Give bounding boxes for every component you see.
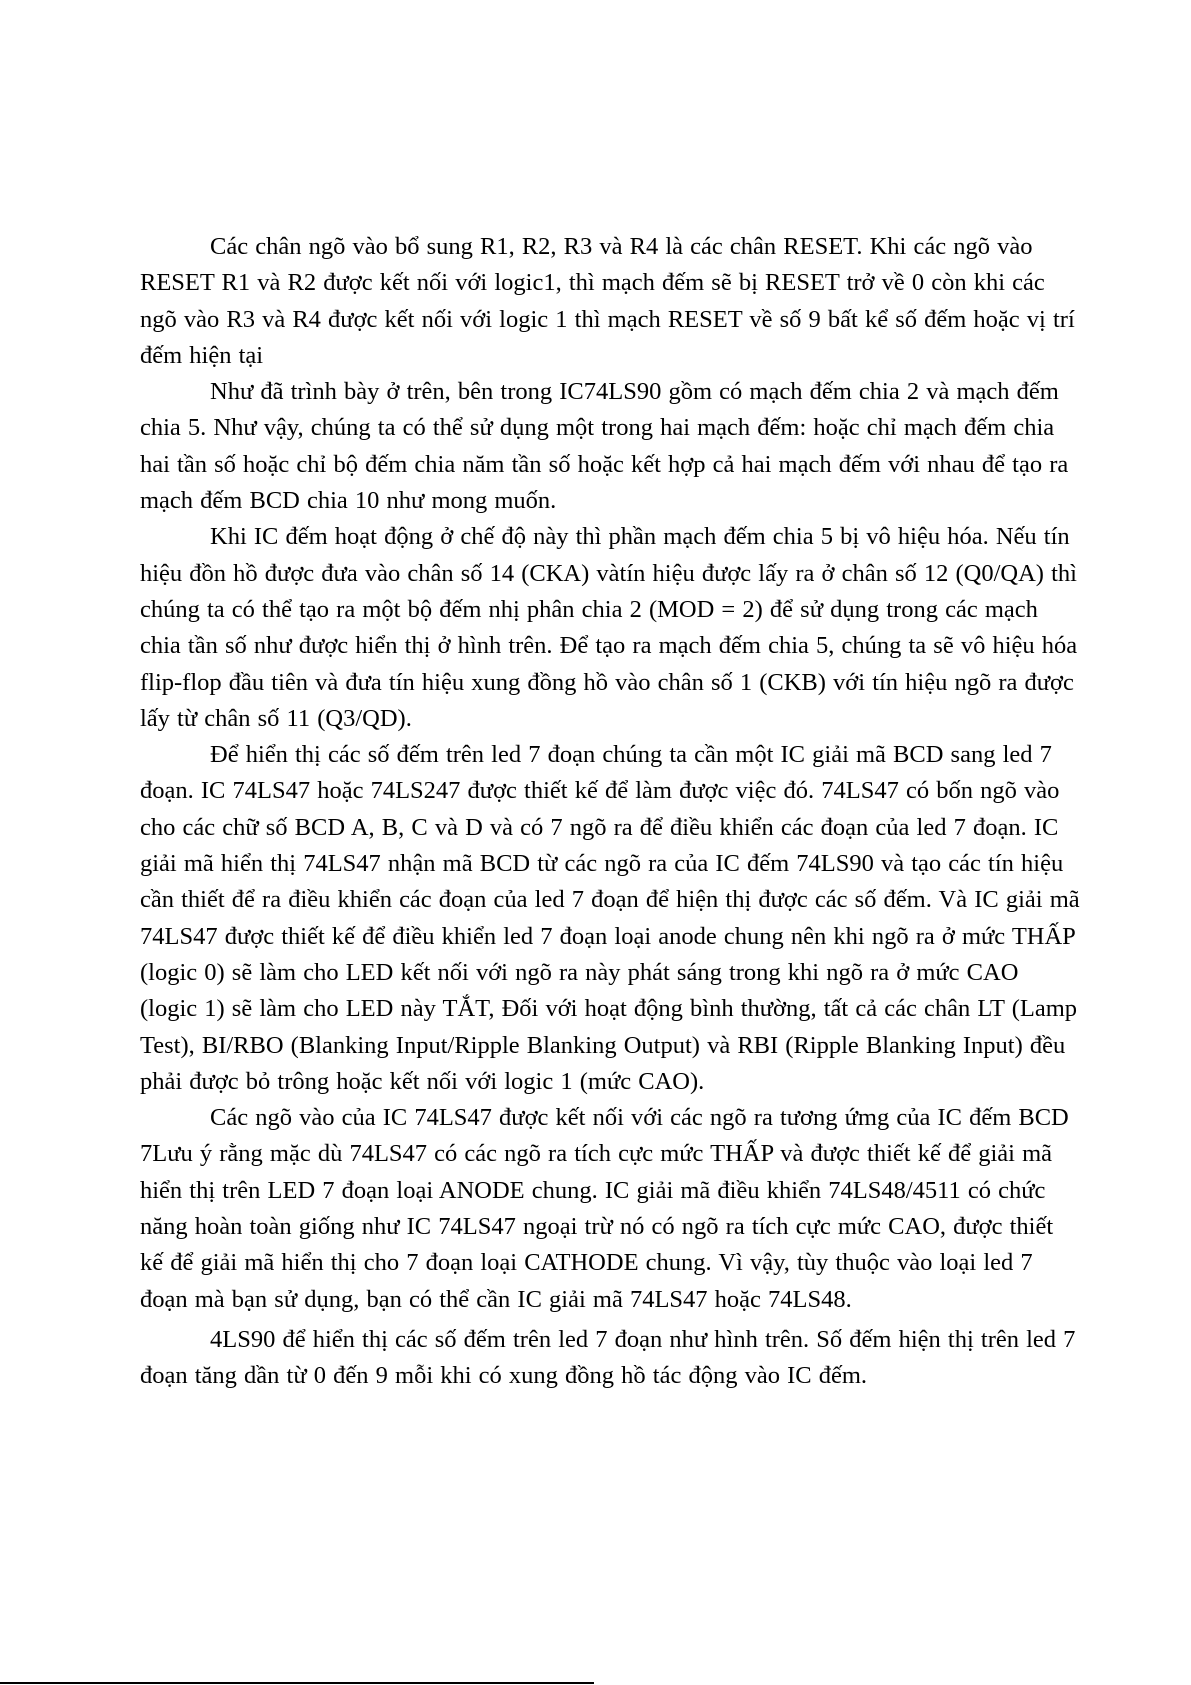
paragraph-display-count: 4LS90 để hiển thị các số đếm trên led 7 đoạn như hình trên. Số đếm hiện thị trên led 7 đoạn tăng dần từ 0 đến 9 mỗi khi có xung đồng hồ tác động vào IC đếm. (140, 1325, 1076, 1390)
paragraph-bcd-decoder: Để hiển thị các số đếm trên led 7 đoạn chúng ta cần một IC giải mã BCD sang led 7 đoạn. IC 74LS47 hoặc 74LS247 được thiết kế để làm được việc đó. 74LS47 có bốn ngõ vào cho các chữ số BCD A, B, C và D và có 7 ngõ ra để điều khiển các đoạn của led 7 đoạn. IC giải mã hiển thị 74LS47 nhận mã BCD từ các ngõ ra của IC đếm 74LS90 và tạo các tín hiệu cần thiết để ra điều khiển các đoạn của led 7 đoạn để hiện thị được các số đếm. Và IC giải mã 74LS47 được thiết kế để điều khiển led 7 đoạn loại anode chung nên khi ngõ ra ở mức THẤP (logic 0) sẽ làm cho LED kết nối với ngõ ra này phát sáng trong khi ngõ ra ở mức CAO (logic 1) sẽ làm cho LED này TẮT, Đối với hoạt động bình thường, tất cả các chân LT (Lamp Test), BI/RBO (Blanking Input/Ripple Blanking Output) và RBI (Ripple Blanking Input) đều phải được bỏ trông hoặc kết nối với logic 1 (mức CAO). (140, 741, 1080, 1095)
paragraph-counter-structure: Như đã trình bày ở trên, bên trong IC74LS90 gồm có mạch đếm chia 2 và mạch đếm chia 5. Như vậy, chúng ta có thể sử dụng một trong hai mạch đếm: hoặc chỉ mạch đếm chia hai tần số hoặc chỉ bộ đếm chia năm tần số hoặc kết hợp cả hai mạch đếm với nhau để tạo ra mạch đếm BCD chia 10 như mong muốn. (140, 378, 1069, 515)
footer-divider (0, 1682, 594, 1684)
document-body (140, 229, 1082, 1395)
paragraph-decoder-variants: Các ngõ vào của IC 74LS47 được kết nối với các ngõ ra tương ứmg của IC đếm BCD 7Lưu ý rằng mặc dù 74LS47 có các ngõ ra tích cực mức THẤP và được thiết kế để giải mã hiển thị trên LED 7 đoạn loại ANODE chung. IC giải mã điều khiển 74LS48/4511 có chức năng hoàn toàn giống như IC 74LS47 ngoại trừ nó có ngõ ra tích cực mức CAO, được thiết kế để giải mã hiển thị cho 7 đoạn loại CATHODE chung. Vì vậy, tùy thuộc vào loại led 7 đoạn mà bạn sử dụng, bạn có thể cần IC giải mã 74LS47 hoặc 74LS48. (140, 1104, 1069, 1313)
paragraph-reset-pins: Các chân ngõ vào bổ sung R1, R2, R3 và R4 là các chân RESET. Khi các ngõ vào RESET R1 và R2 được kết nối với logic1, thì mạch đếm sẽ bị RESET trở về 0 còn khi các ngõ vào R3 và R4 được kết nối với logic 1 thì mạch RESET về số 9 bất kể số đếm hoặc vị trí đếm hiện tại (140, 233, 1075, 369)
paragraph-divide-modes: Khi IC đếm hoạt động ở chế độ này thì phần mạch đếm chia 5 bị vô hiệu hóa. Nếu tín hiệu đồn hồ được đưa vào chân số 14 (CKA) vàtín hiệu được lấy ra ở chân số 12 (Q0/QA) thì chúng ta có thể tạo ra một bộ đếm nhị phân chia 2 (MOD = 2) để sử dụng trong các mạch chia tần số như được hiển thị ở hình trên. Để tạo ra mạch đếm chia 5, chúng ta sẽ vô hiệu hóa flip-flop đầu tiên và đưa tín hiệu xung đồng hồ vào chân số 1 (CKB) với tín hiệu ngõ ra được lấy từ chân số 11 (Q3/QD). (140, 523, 1078, 732)
